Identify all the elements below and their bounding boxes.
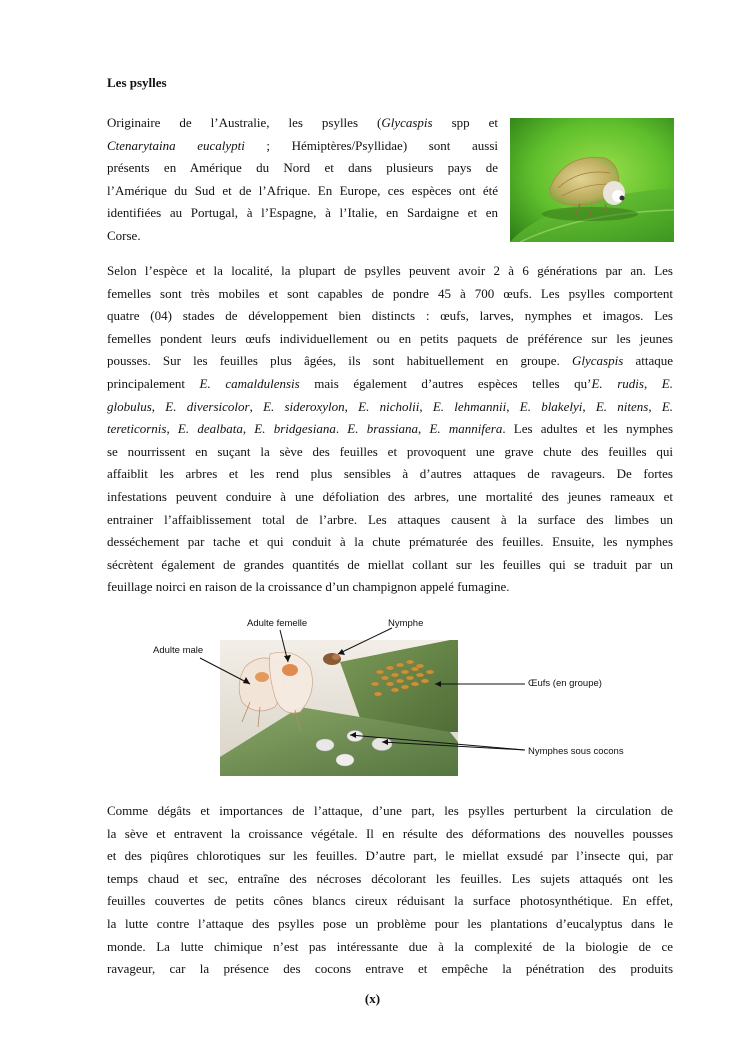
paragraph-biology — [107, 260, 673, 599]
label-eggs: Œufs (en groupe) — [528, 678, 602, 689]
text-line: feuillage noirci en raison de la croissance d’un champignon appelé fumagine. — [107, 579, 510, 595]
label-adult-male: Adulte male — [153, 645, 204, 656]
text-line: monde. La lutte chimique n’est pas intéressante due à la complexité de la biologie de ce — [107, 938, 673, 954]
paragraph-damage — [107, 800, 673, 981]
text-line: principalement E. camaldulensis mais également d’autres espèces telles qu’E. rudis, E. — [107, 375, 673, 391]
text-line: infestations peuvent conduire à une défoliation des arbres, une mortalité des jeunes rameaux et — [107, 488, 673, 504]
text-line: affaiblit les arbres et les rend plus sensibles à d’autres attaques de ravageurs. De fortes — [107, 466, 673, 482]
psyllid-stages-figure — [150, 612, 650, 782]
text-line: temps chaud et sec, entraîne des nécroses décolorant les feuilles. Les sujets attaqués ont les — [107, 870, 673, 886]
text-line: l’Amérique du Sud et de l’Afrique. En Europe, ces espèces ont été — [107, 182, 498, 198]
text-line: desséchement par tache et qui conduit à la chute prématurée des feuilles. Ensuite, les nymphes — [107, 534, 673, 550]
text-line: globulus, E. diversicolor, E. sideroxylon, E. nicholii, E. lehmannii, E. blakelyi, E. nitens, E. — [107, 398, 674, 414]
text-line: tereticornis, E. dealbata, E. bridgesiana. E. brassiana, E. mannifera. Les adultes et les nymphes — [107, 421, 674, 437]
label-adult-female: Adulte femelle — [247, 618, 308, 629]
text-line: et des piqûres chlorotiques sur les feuilles. D’autre part, le miellat exsudé par l’insecte qui, par — [107, 848, 673, 864]
text-line: femelles sont très mobiles et sont capables de pondre 45 à 700 œufs. Les psylles comportent — [107, 285, 673, 301]
text-line: femelles pondent leurs œufs individuellement ou en petits paquets de préférence sur les jeunes — [107, 330, 673, 346]
text-line: sécrètent également de grandes quantités de miellat collant sur les feuilles qui se traduit par un — [107, 556, 673, 572]
psyllid-insect-image — [510, 118, 674, 242]
nymph-icon — [323, 653, 341, 665]
text-line: Originaire de l’Australie, les psylles (Glycaspis spp et — [107, 115, 498, 130]
text-line: Selon l’espèce et la localité, la plupart de psylles peuvent avoir 2 à 6 générations par an. Les — [107, 263, 673, 278]
label-nymph: Nymphe — [388, 618, 424, 629]
page-number: (x) — [364, 991, 381, 1006]
text-line: présents en Amérique du Nord et dans plusieurs pays de — [107, 160, 498, 176]
text-line: entrainer l’affaiblissement total de l’arbre. Les attaques causent à la surface des limbes un — [107, 511, 673, 527]
text-line: se nourrissent en suçant la sève des feuilles et provoquent une grave chute des feuilles qui — [107, 443, 673, 459]
text-line: ravageur, car la présence des cocons entrave et empêche la pénétration des produits — [107, 961, 673, 977]
text-line: la lutte contre l’attaque des psylles pose un problème pour les plantations d’eucalyptus dans le — [107, 915, 673, 931]
text-line: identifiées au Portugal, à l’Espagne, à l’Italie, en Sardaigne et en — [107, 205, 498, 221]
label-cocoon-nymphs: Nymphes sous cocons — [528, 746, 624, 757]
text-line: Corse. — [107, 227, 141, 243]
section-title: Les psylles — [107, 75, 167, 90]
text-line: Comme dégâts et importances de l’attaque, d’une part, les psylles perturbent la circulation de — [107, 803, 673, 818]
text-line: Ctenarytaina eucalypti ; Hémiptères/Psyllidae) sont aussi — [107, 137, 498, 153]
text-line: pousses. Sur les feuilles plus âgées, ils sont habituellement en groupe. Glycaspis attaque — [107, 353, 673, 369]
paragraph-origin — [107, 112, 498, 248]
text-line: la sève et entravent la croissance végétale. Il en résulte des déformations des nouvelles pousses — [107, 825, 673, 841]
psyllid-photo — [510, 118, 674, 242]
text-line: feuilles couvertes de petits cônes blancs cireux réduisant la surface photosynthétique. En effet, — [107, 893, 673, 909]
text-line: quatre (04) stades de développement bien distincts : œufs, larves, nymphes et imagos. Les — [107, 308, 673, 324]
